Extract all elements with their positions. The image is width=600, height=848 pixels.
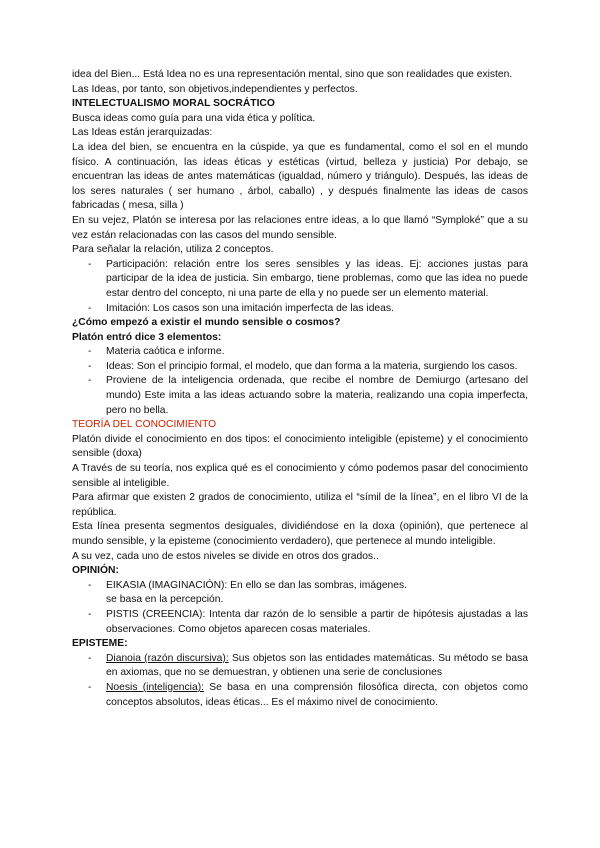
paragraph-ideas-objetivos: Las Ideas, por tanto, son objetivos,independientes y perfectos.	[72, 83, 358, 95]
eikasia-text: EIKASIA (IMAGINACIÓN): En ello se dan las sombras, imágenes.	[106, 579, 408, 591]
list-item-dianoia	[106, 652, 528, 681]
dianoia-text: Sus objetos son las entidades matemáticas. Su método se basa en axiomas, que no se demuestran, y obtienen una serie de conclusiones	[106, 652, 528, 679]
list-item-pistis: - PISTIS (CREENCIA): Intenta dar razón de lo sensible a partir de hipótesis ajustadas a las observaciones. Como objetos aparecen cosas materiales.	[106, 608, 528, 637]
paragraph-divide-conocimiento: Platón divide el conocimiento en dos tipos: el conocimiento inteligible (episteme) y el conocimiento sensible (doxa)	[72, 433, 528, 460]
paragraph-simil-linea: Para afirmar que existen 2 grados de conocimiento, utiliza el “símil de la línea”, en el libro VI de la república.	[72, 492, 528, 518]
heading-tres-elementos: Platón entró dice 3 elementos:	[72, 331, 222, 343]
heading-episteme: EPISTEME:	[72, 638, 128, 650]
paragraph-segmentos: Esta línea presenta segmentos desiguales, dividiéndose en la doxa (opinión), que pertenece al mundo sensible, y la episteme (conocimiento verdadero), que pertenece al mundo inteligible.	[72, 521, 528, 547]
eikasia-continuation: se basa en la percepción.	[106, 594, 224, 606]
paragraph-symploke: En su vejez, Platón se interesa por las relaciones entre ideas, a lo que llamó “Symploké” que a su vez están relacionadas con las casos del mundo sensible.	[72, 214, 528, 241]
paragraph-senalar-relacion: Para señalar la relación, utiliza 2 conceptos.	[72, 244, 274, 256]
noesis-text: Se basa en una comprensión filosófica directa, con objetos como conceptos absolutos, ideas éticas... Es el máximo nivel de conocimiento.	[106, 681, 528, 708]
list-item-ideas: - Ideas: Son el principio formal, el modelo, que dan forma a la materia, surgiendo los casos.	[106, 360, 528, 375]
paragraph-otros-grados: A su vez, cada uno de estos niveles se divide en otros dos grados..	[72, 550, 379, 562]
heading-opinion: OPINIÓN:	[72, 565, 119, 577]
document-body	[72, 68, 528, 710]
list-opinion	[72, 579, 528, 637]
dianoia-term: Dianoia (razón discursiva):	[106, 652, 229, 664]
paragraph-idea-del-bien: idea del Bien... Está Idea no es una representación mental, sino que son realidades que existen.	[72, 69, 513, 80]
paragraph-idea-del-bien-cuspide: La idea del bien, se encuentra en la cúspide, ya que es fundamental, como el sol en el mundo físico. A continuación, las ideas éticas y estéticas (virtud, belleza y justicia) Por debajo, se encuentran las ideas de antes matemáticas (igualdad, número y triángulo). Después, las ideas de los seres naturales ( ser humano , árbol, caballo) , y después finalmente las ideas de casos fabricadas ( mesa, silla )	[72, 141, 528, 212]
list-conceptos	[72, 258, 528, 316]
list-item-noesis	[106, 681, 528, 710]
list-item-participacion: - Participación: relación entre los seres sensibles y las ideas. Ej: acciones justas para participar de la idea de justicia. Sin embargo, tiene problemas, como que las idea no puede estar dentro del concepto, ni una parte de ella y no puede ser un elemento material.	[106, 258, 528, 302]
paragraph-a-traves-teoria: A Través de su teoría, nos explica qué es el conocimiento y cómo podemos pasar del conocimiento sensible al inteligible.	[72, 463, 528, 489]
paragraph-guia-etica: Busca ideas como guía para una vida ética y política.	[72, 112, 316, 124]
list-elementos	[72, 345, 528, 418]
heading-cosmos: ¿Cómo empezó a existir el mundo sensible o cosmos?	[72, 317, 341, 329]
list-item-imitacion: - Imitación: Los casos son una imitación imperfecta de las ideas.	[106, 302, 528, 317]
heading-teoria-conocimiento: TEORÍA DEL CONOCIMIENTO	[72, 419, 217, 431]
list-item-demiurgo: - Proviene de la inteligencia ordenada, que recibe el nombre de Demiurgo (artesano del mundo) Este imita a las ideas actuando sobre la materia, realizando una copia imperfecta, pero no bella.	[106, 374, 528, 418]
list-item-eikasia	[106, 579, 528, 608]
list-episteme	[72, 652, 528, 710]
paragraph-jerarquizadas: Las Ideas están jerarquizadas:	[72, 127, 213, 139]
heading-intelectualismo: INTELECTUALISMO MORAL SOCRÁTICO	[72, 98, 275, 110]
noesis-term: Noesis (inteligencia):	[106, 681, 204, 693]
list-item-materia: - Materia caótica e informe.	[106, 345, 528, 360]
